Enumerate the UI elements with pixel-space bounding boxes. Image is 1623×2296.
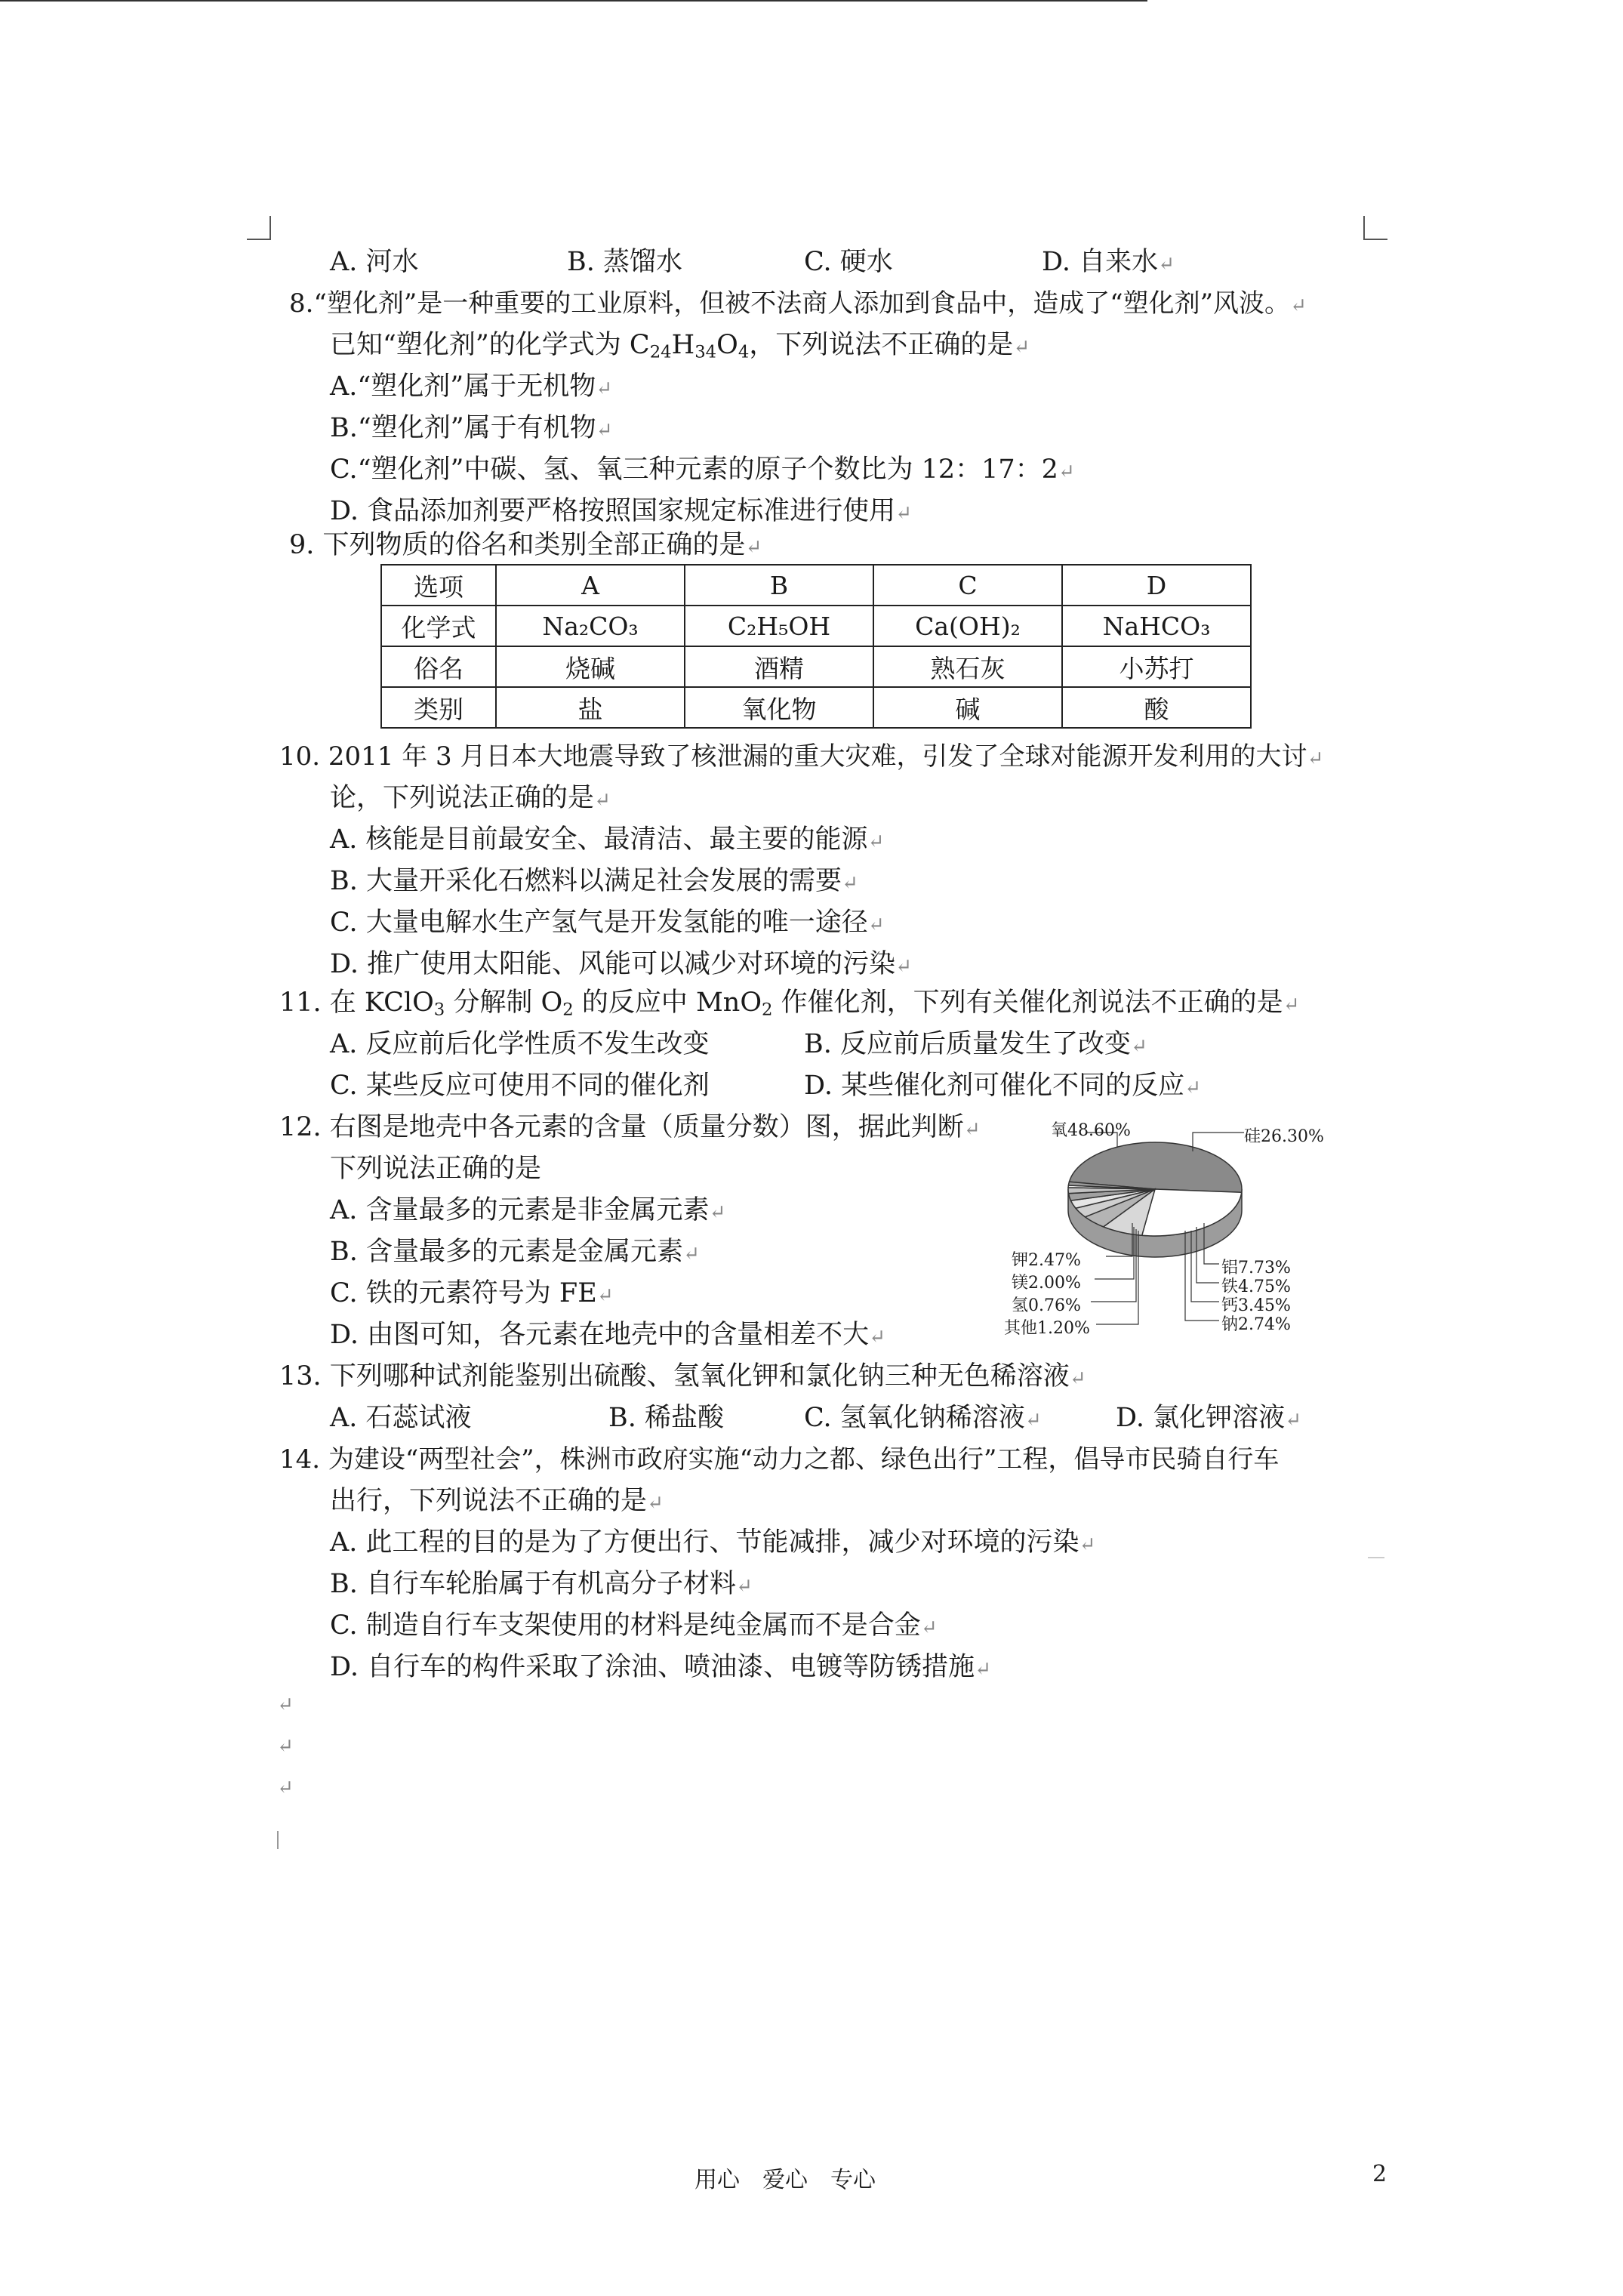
table-row [381, 687, 1251, 728]
table-row [381, 565, 1251, 606]
q14-stem-line1: 14. 为建设“两型社会”，株洲市政府实施“动力之都、绿色出行”工程，倡导市民骑自行车 [279, 1444, 1280, 1475]
table-cell: A [496, 565, 685, 606]
pie-label-aluminum: 铝7.73% [1221, 1259, 1291, 1277]
q13-option-c: C. 氢氧化钠稀溶液↵ [804, 1403, 1042, 1433]
q8-option-a: A.“塑化剂”属于无机物↵ [330, 371, 612, 402]
footer-motto: 用心 爱心 专心 [694, 2167, 876, 2193]
table-cell: Na₂CO₃ [496, 606, 685, 646]
q11-option-a: A. 反应前后化学性质不发生改变 [330, 1029, 710, 1059]
q13-stem: 13. 下列哪种试剂能鉴别出硫酸、氢氧化钾和氯化钠三种无色稀溶液↵ [279, 1361, 1086, 1391]
q14-option-d: D. 自行车的构件采取了涂油、喷油漆、电镀等防锈措施↵ [330, 1652, 991, 1682]
q10-option-d: D. 推广使用太阳能、风能可以减少对环境的污染↵ [330, 949, 912, 979]
table-cell: D [1062, 565, 1251, 606]
table-cell: 选项 [381, 565, 496, 606]
q8-stem-line2: 已知“塑化剂”的化学式为 $C_{24}H_{34}O_4$，下列说法不正确的是↵ [330, 330, 1030, 362]
q10-option-b: B. 大量开采化石燃料以满足社会发展的需要↵ [330, 866, 858, 896]
q12-option-b: B. 含量最多的元素是金属元素↵ [330, 1237, 700, 1267]
q8-option-b: B.“塑化剂”属于有机物↵ [330, 413, 613, 443]
q10-option-c: C. 大量电解水生产氢气是开发氢能的唯一途径↵ [330, 908, 885, 938]
q11-option-d: D. 某些催化剂可催化不同的反应↵ [804, 1071, 1201, 1101]
margin-tick [1368, 1557, 1384, 1558]
q12-option-c: C. 铁的元素符号为 FE↵ [330, 1278, 614, 1308]
q14-option-a: A. 此工程的目的是为了方便出行、节能减排，减少对环境的污染↵ [330, 1527, 1096, 1558]
header-rule [0, 0, 1147, 2]
paragraph-mark: ↵ [277, 1777, 294, 1799]
q12-stem-line2: 下列说法正确的是 [330, 1154, 542, 1184]
table-cell: 烧碱 [496, 646, 685, 687]
table-cell: NaHCO₃ [1062, 606, 1251, 646]
table-row [381, 606, 1251, 646]
margin-tick [277, 1831, 279, 1849]
crust-elements-pie-chart [1004, 1110, 1336, 1344]
q14-option-b: B. 自行车轮胎属于有机高分子材料↵ [330, 1569, 753, 1599]
pie-label-potassium: 钾2.47% [1012, 1251, 1081, 1270]
q9-table [380, 564, 1252, 729]
q12-stem-line1: 12. 右图是地壳中各元素的含量（质量分数）图，据此判断↵ [279, 1112, 981, 1142]
q7-option-a: A. 河水 [330, 247, 419, 277]
pie-label-calcium: 钙3.45% [1221, 1296, 1291, 1315]
q7-option-b: B. 蒸馏水 [567, 247, 682, 277]
pie-label-hydrogen: 氢0.76% [1012, 1296, 1081, 1315]
q10-stem-line2: 论，下列说法正确的是↵ [330, 783, 611, 813]
pie-label-oxygen: 氧48.60% [1051, 1121, 1131, 1140]
margin-corner-left [247, 216, 271, 240]
q11-option-c: C. 某些反应可使用不同的催化剂 [330, 1071, 710, 1101]
paragraph-mark: ↵ [277, 1735, 294, 1758]
pie-label-other: 其他1.20% [1004, 1319, 1090, 1338]
q13-option-d: D. 氯化钾溶液↵ [1116, 1403, 1301, 1433]
pie-label-silicon: 硅26.30% [1244, 1127, 1324, 1146]
page-number: 2 [1372, 2161, 1387, 2187]
q14-option-c: C. 制造自行车支架使用的材料是纯金属而不是合金↵ [330, 1610, 938, 1641]
table-cell: 化学式 [381, 606, 496, 646]
table-cell: 熟石灰 [873, 646, 1062, 687]
q11-option-b: B. 反应前后质量发生了改变↵ [804, 1029, 1147, 1059]
table-cell: 小苏打 [1062, 646, 1251, 687]
q12-option-a: A. 含量最多的元素是非金属元素↵ [330, 1195, 726, 1225]
pie-label-sodium: 钠2.74% [1221, 1315, 1291, 1334]
q12-option-d: D. 由图可知，各元素在地壳中的含量相差不大↵ [330, 1320, 885, 1350]
table-cell: 氧化物 [685, 687, 873, 728]
q13-option-b: B. 稀盐酸 [608, 1403, 724, 1433]
q11-stem: 11. 在 KClO$_3$ 分解制 $O_2$ 的反应中 MnO$_2$ 作催化剂，下列有关催化剂说法不正确的是↵ [279, 988, 1300, 1020]
q8-option-c: C.“塑化剂”中碳、氢、氧三种元素的原子个数比为 12：17：2↵ [330, 455, 1075, 485]
table-cell: B [685, 565, 873, 606]
pie-label-iron: 铁4.75% [1221, 1277, 1291, 1296]
table-cell: C [873, 565, 1062, 606]
q7-option-c: C. 硬水 [804, 247, 893, 277]
q8-option-d: D. 食品添加剂要严格按照国家规定标准进行使用↵ [330, 496, 912, 526]
paragraph-mark: ↵ [277, 1693, 294, 1716]
table-cell: C₂H₅OH [685, 606, 873, 646]
q10-option-a: A. 核能是目前最安全、最清洁、最主要的能源↵ [330, 824, 885, 855]
table-cell: 碱 [873, 687, 1062, 728]
q8-stem-line1: 8.“塑化剂”是一种重要的工业原料，但被不法商人添加到食品中，造成了“塑化剂”风波。↵ [289, 288, 1307, 319]
table-cell: 俗名 [381, 646, 496, 687]
table-cell: 酸 [1062, 687, 1251, 728]
q14-stem-line2: 出行，下列说法不正确的是↵ [330, 1486, 664, 1516]
q13-option-a: A. 石蕊试液 [330, 1403, 472, 1433]
table-cell: 类别 [381, 687, 496, 728]
margin-corner-right [1363, 216, 1387, 240]
pie-label-magnesium: 镁2.00% [1012, 1274, 1081, 1293]
table-cell: 酒精 [685, 646, 873, 687]
table-cell: 盐 [496, 687, 685, 728]
q10-stem-line1: 10. 2011 年 3 月日本大地震导致了核泄漏的重大灾难，引发了全球对能源开发利用的大讨↵ [279, 741, 1324, 772]
q7-option-d: D. 自来水↵ [1042, 247, 1175, 277]
table-cell: Ca(OH)₂ [873, 606, 1062, 646]
table-row [381, 646, 1251, 687]
q9-stem: 9. 下列物质的俗名和类别全部正确的是↵ [289, 530, 762, 560]
